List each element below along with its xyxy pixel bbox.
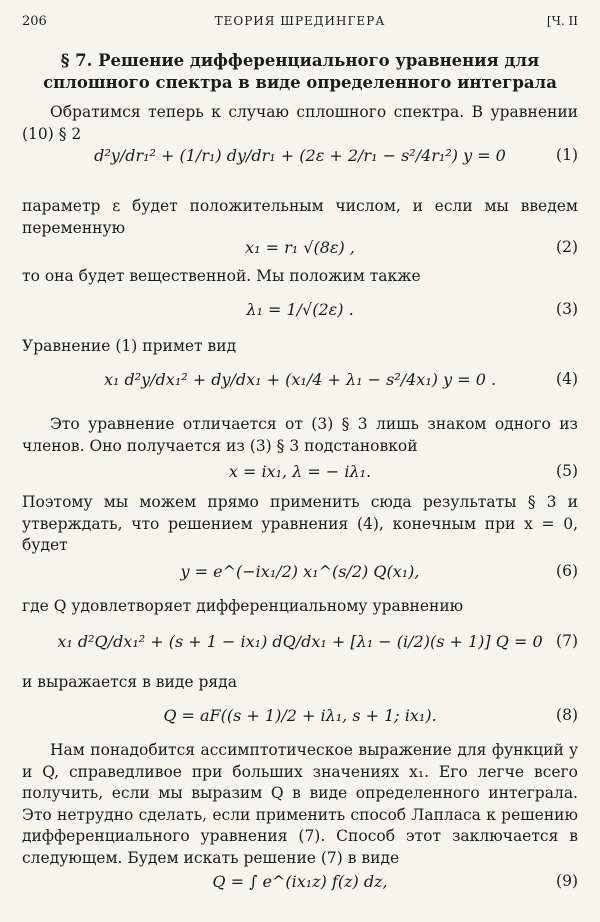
paragraph-intro: Обратимся теперь к случаю сплошного спектра. В уравнении (10) § 2 bbox=[22, 103, 578, 143]
equation-5 bbox=[22, 456, 578, 490]
section-title: § 7. Решение дифференциального уравнения для сплошного спектра в виде определенного интеграла bbox=[43, 51, 557, 92]
equation-number: (3) bbox=[556, 300, 578, 318]
equation-number: (7) bbox=[556, 632, 578, 650]
equation-1 bbox=[22, 140, 578, 174]
paragraph-equation-form: Уравнение (1) примет вид bbox=[22, 337, 237, 355]
equation-formula: λ₁ = 1/√(2ε) . bbox=[246, 300, 354, 319]
paragraph-where-q: где Q удовлетворяет дифференциальному уравнению bbox=[22, 597, 464, 615]
equation-formula: y = e^(−ix₁/2) x₁^(s/2) Q(x₁), bbox=[180, 562, 420, 581]
equation-6 bbox=[22, 556, 578, 590]
page-header bbox=[22, 14, 578, 34]
equation-number: (2) bbox=[556, 238, 578, 256]
chapter-label: [Ч. II bbox=[546, 14, 578, 28]
equation-formula: x = ix₁, λ = − iλ₁. bbox=[228, 462, 372, 481]
equation-formula: x₁ = r₁ √(8ε) , bbox=[245, 238, 355, 257]
equation-formula: Q = ∫ e^(ix₁z) f(z) dz, bbox=[212, 872, 388, 891]
equation-9 bbox=[22, 866, 578, 900]
equation-formula: Q = aF((s + 1)/2 + iλ₁, s + 1; ix₁). bbox=[163, 706, 437, 725]
equation-2 bbox=[22, 232, 578, 266]
paragraph-parameter: параметр ε будет положительным числом, и если мы введем переменную bbox=[22, 197, 578, 237]
equation-number: (9) bbox=[556, 872, 578, 890]
equation-formula: x₁ d²y/dx₁² + dy/dx₁ + (x₁/4 + λ₁ − s²/4x₁) y = 0 . bbox=[103, 370, 497, 389]
running-title: ТЕОРИЯ ШРЕДИНГЕРА bbox=[214, 14, 386, 28]
page-number: 206 bbox=[22, 14, 47, 29]
equation-number: (1) bbox=[556, 146, 578, 164]
equation-3 bbox=[22, 294, 578, 328]
equation-8 bbox=[22, 700, 578, 734]
equation-number: (4) bbox=[556, 370, 578, 388]
paragraph-series: и выражается в виде ряда bbox=[22, 673, 237, 691]
equation-formula: d²y/dr₁² + (1/r₁) dy/dr₁ + (2ε + 2/r₁ − s²/4r₁²) y = 0 bbox=[94, 146, 506, 165]
paragraph-therefore: Поэтому мы можем прямо применить сюда результаты § 3 и утверждать, что решением уравнения (4), конечным при x = 0, будет bbox=[22, 493, 578, 554]
equation-formula: x₁ d²Q/dx₁² + (s + 1 − ix₁) dQ/dx₁ + [λ₁ − (i/2)(s + 1)] Q = 0 bbox=[57, 632, 543, 651]
paragraph-asymptotic: Нам понадобится ассимптотическое выражение для функций y и Q, справедливое при больших значениях x₁. Его легче всего получить, если мы выразим Q в виде определенного интеграла. Это нетрудно сделать, если применить способ Лапласа к решению дифференциального уравнения (7). Способ этот заключается в следующем. Будем искать решение (7) в виде bbox=[22, 741, 578, 867]
equation-number: (5) bbox=[556, 462, 578, 480]
paragraph-real: то она будет вещественной. Мы положим также bbox=[22, 267, 421, 285]
equation-number: (8) bbox=[556, 706, 578, 724]
equation-4 bbox=[22, 364, 578, 398]
equation-7 bbox=[22, 626, 578, 660]
paragraph-difference: Это уравнение отличается от (3) § 3 лишь знаком одного из членов. Оно получается из (3) § 3 подстановкой bbox=[22, 415, 578, 455]
equation-number: (6) bbox=[556, 562, 578, 580]
